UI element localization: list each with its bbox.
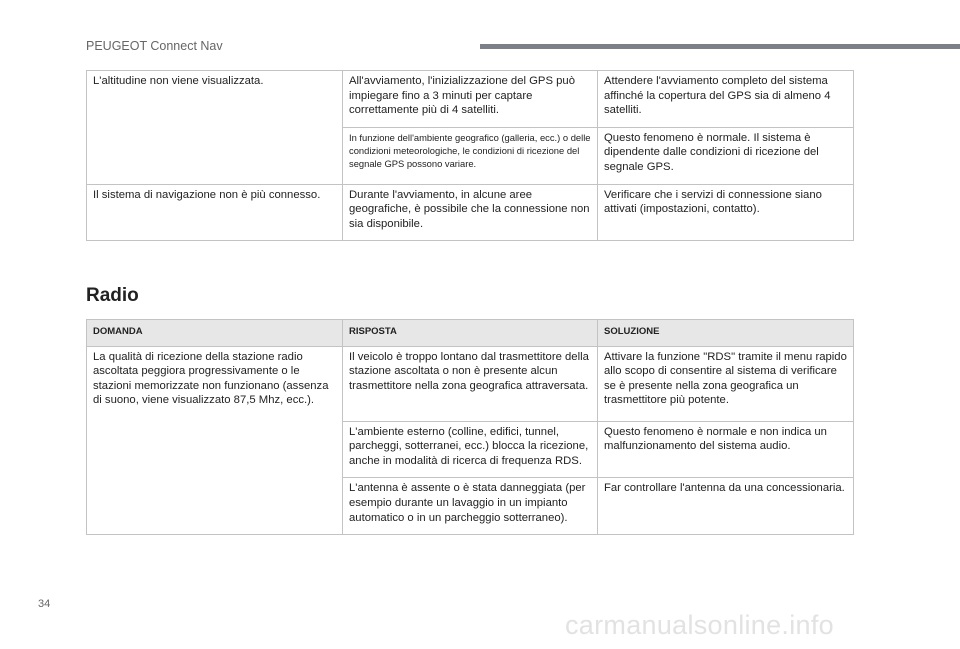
- radio-troubleshooting-table: [86, 319, 854, 535]
- solution-cell: Far controllare l'antenna da una concessionaria.: [598, 478, 854, 535]
- header-soluzione: SOLUZIONE: [598, 320, 854, 347]
- cause-cell: All'avviamento, l'inizializzazione del GPS può impiegare fino a 3 minuti per captare correttamente più di 4 satelliti.: [343, 71, 598, 128]
- solution-cell: Questo fenomeno è normale. Il sistema è dipendente dalle condizioni di ricezione del segnale GPS.: [598, 127, 854, 184]
- table-row: [87, 71, 854, 128]
- cause-cell: In funzione dell'ambiente geografico (galleria, ecc.) o delle condizioni meteorologiche, le condizioni di ricezione del segnale GPS possono variare.: [343, 127, 598, 184]
- solution-cell: Verificare che i servizi di connessione siano attivati (impostazioni, contatto).: [598, 184, 854, 241]
- gps-troubleshooting-table: [86, 70, 854, 241]
- solution-cell: Attivare la funzione "RDS" tramite il menu rapido allo scopo di consentire al sistema di verificare se è presente nella zona geografica un trasmettitore più potente.: [598, 346, 854, 421]
- cause-cell: Il veicolo è troppo lontano dal trasmettitore della stazione ascoltata o non è presente alcun trasmettitore nella zona geografica attraversata.: [343, 346, 598, 421]
- solution-cell: Attendere l'avviamento completo del sistema affinché la copertura del GPS sia di almeno 4 satelliti.: [598, 71, 854, 128]
- table-row: [87, 346, 854, 421]
- cause-cell: L'ambiente esterno (colline, edifici, tunnel, parcheggi, sotterranei, ecc.) blocca la ricezione, anche in modalità di ricerca di frequenza RDS.: [343, 421, 598, 478]
- table-row: [87, 184, 854, 241]
- cause-cell: Durante l'avviamento, in alcune aree geografiche, è possibile che la connessione non sia disponibile.: [343, 184, 598, 241]
- question-cell: L'altitudine non viene visualizzata.: [87, 71, 343, 185]
- page-number: 34: [38, 598, 51, 610]
- header-title: PEUGEOT Connect Nav: [86, 39, 223, 53]
- question-cell: Il sistema di navigazione non è più connesso.: [87, 184, 343, 241]
- watermark: carmanualsonline.info: [565, 610, 834, 640]
- solution-cell: Questo fenomeno è normale e non indica un malfunzionamento del sistema audio.: [598, 421, 854, 478]
- table-header-row: [87, 320, 854, 347]
- header-bar: [480, 44, 960, 49]
- header-domanda: DOMANDA: [87, 320, 343, 347]
- cause-cell: L'antenna è assente o è stata danneggiata (per esempio durante un lavaggio in un impianto automatico o in un parcheggio sotterraneo).: [343, 478, 598, 535]
- section-title-radio: Radio: [86, 285, 139, 306]
- question-cell: La qualità di ricezione della stazione radio ascoltata peggiora progressivamente o le stazioni memorizzate non funzionano (assenza di suono, viene visualizzato 87,5 Mhz, ecc.).: [87, 346, 343, 535]
- header-risposta: RISPOSTA: [343, 320, 598, 347]
